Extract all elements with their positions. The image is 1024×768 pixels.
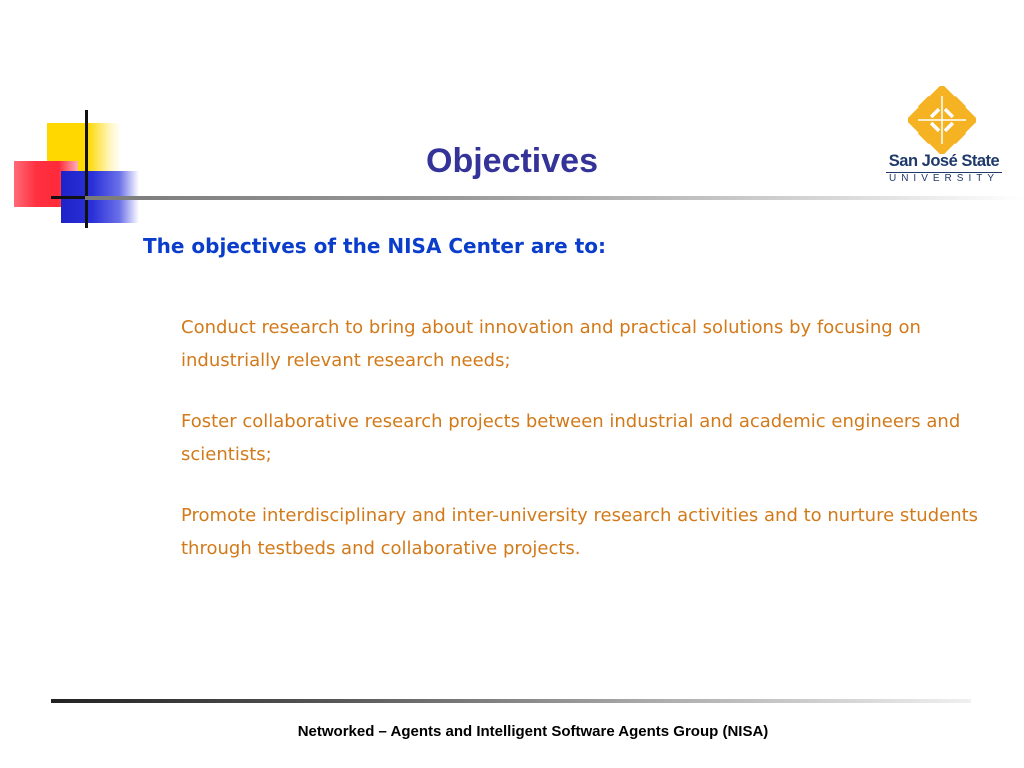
sjsu-emblem-icon	[908, 86, 976, 154]
objective-item: Foster collaborative research projects between industrial and academic engineers and scientists;	[181, 411, 961, 465]
sjsu-logo	[884, 86, 1004, 192]
objective-item: Promote interdisciplinary and inter-university research activities and to nurture students through testbeds and collaborative projects.	[181, 505, 979, 559]
logo-name: San José State	[888, 152, 1000, 170]
slide-title: Objectives	[426, 142, 598, 180]
title-divider	[85, 196, 1024, 200]
footer-divider	[51, 699, 971, 703]
footer-text: Networked – Agents and Intelligent Software Agents Group (NISA)	[297, 723, 769, 740]
intro-heading: The objectives of the NISA Center are to:	[143, 234, 606, 258]
objective-item: Conduct research to bring about innovation and practical solutions by focusing on industrially relevant research needs;	[181, 317, 921, 371]
logo-subtitle: UNIVERSITY	[888, 173, 999, 184]
objective-list	[181, 311, 1011, 593]
